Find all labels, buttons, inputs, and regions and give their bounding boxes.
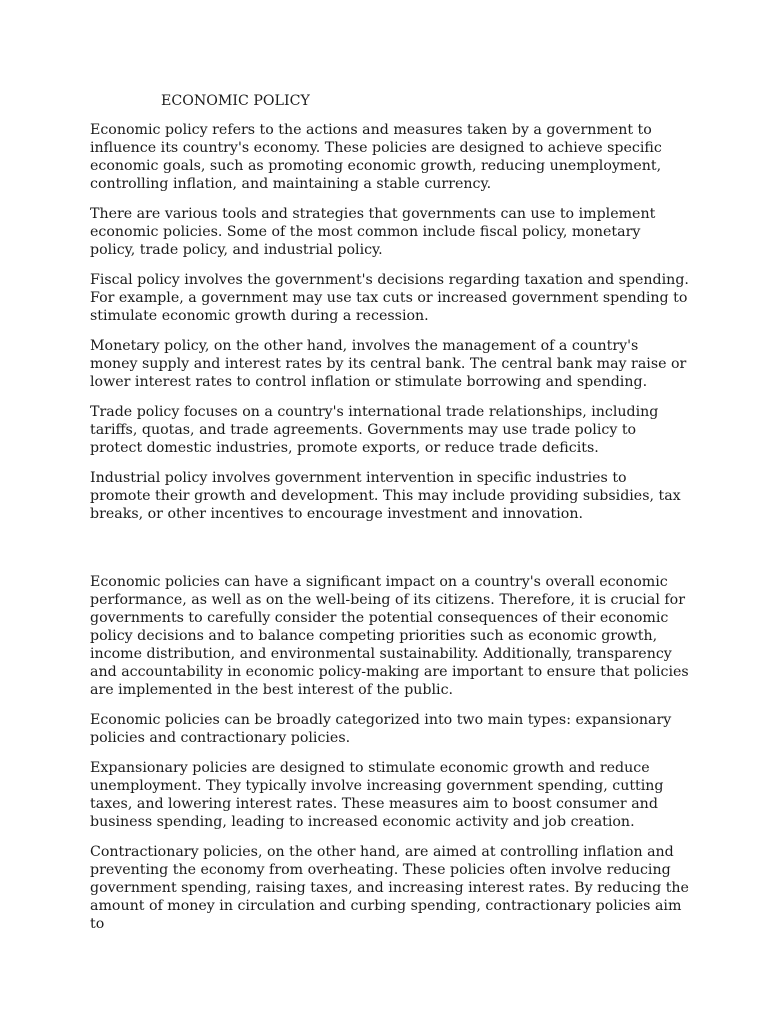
paragraph-expansionary-policies: Expansionary policies are designed to stimulate economic growth and reduce unemployment. They typically involve increasing government spending, cutting taxes, and lowering interest rates. These measures aim to boost consumer and business spending, leading to increased economic activity and job creation. bbox=[90, 760, 664, 830]
paragraph-economic-policy-definition: Economic policy refers to the actions and measures taken by a government to influence its country's economy. These policies are designed to achieve specific economic goals, such as promoting economic growth, reducing unemployment, controlling inflation, and maintaining a stable currency. bbox=[90, 122, 662, 192]
paragraph-two-main-types: Economic policies can be broadly categorized into two main types: expansionary policies and contractionary policies. bbox=[90, 712, 672, 746]
paragraph-tools-and-strategies: There are various tools and strategies that governments can use to implement economic policies. Some of the most common include fiscal policy, monetary policy, trade policy, and industrial policy. bbox=[90, 206, 656, 258]
paragraph-trade-policy: Trade policy focuses on a country's international trade relationships, including tariffs, quotas, and trade agreements. Governments may use trade policy to protect domestic industries, promote exports, or reduce trade deficits. bbox=[90, 404, 659, 456]
paragraph-monetary-policy: Monetary policy, on the other hand, involves the management of a country's money supply and interest rates by its central bank. The central bank may raise or lower interest rates to control inflation or stimulate borrowing and spending. bbox=[90, 338, 687, 390]
paragraph-impact: Economic policies can have a significant impact on a country's overall economic performance, as well as on the well-being of its citizens. Therefore, it is crucial for governments to carefully consider the potential consequences of their economic policy decisions and to balance competing priorities such as economic growth, income distribution, and environmental sustainability. Additionally, transparency and accountability in economic policy-making are important to ensure that policies are implemented in the best interest of the public. bbox=[90, 574, 689, 698]
paragraph-contractionary-policies: Contractionary policies, on the other hand, are aimed at controlling inflation and preventing the economy from overheating. These policies often involve reducing government spending, raising taxes, and increasing interest rates. By reducing the amount of money in circulation and curbing spending, contractionary policies aim to bbox=[90, 844, 689, 932]
paragraph-fiscal-policy: Fiscal policy involves the government's decisions regarding taxation and spending. For example, a government may use tax cuts or increased government spending to stimulate economic growth during a recession. bbox=[90, 272, 689, 324]
section-gap bbox=[90, 535, 690, 573]
document-title: ECONOMIC POLICY bbox=[161, 93, 310, 109]
paragraph-industrial-policy: Industrial policy involves government intervention in specific industries to promote their growth and development. This may include providing subsidies, tax breaks, or other incentives to encourage investment and innovation. bbox=[90, 470, 681, 522]
document-page bbox=[90, 92, 690, 945]
